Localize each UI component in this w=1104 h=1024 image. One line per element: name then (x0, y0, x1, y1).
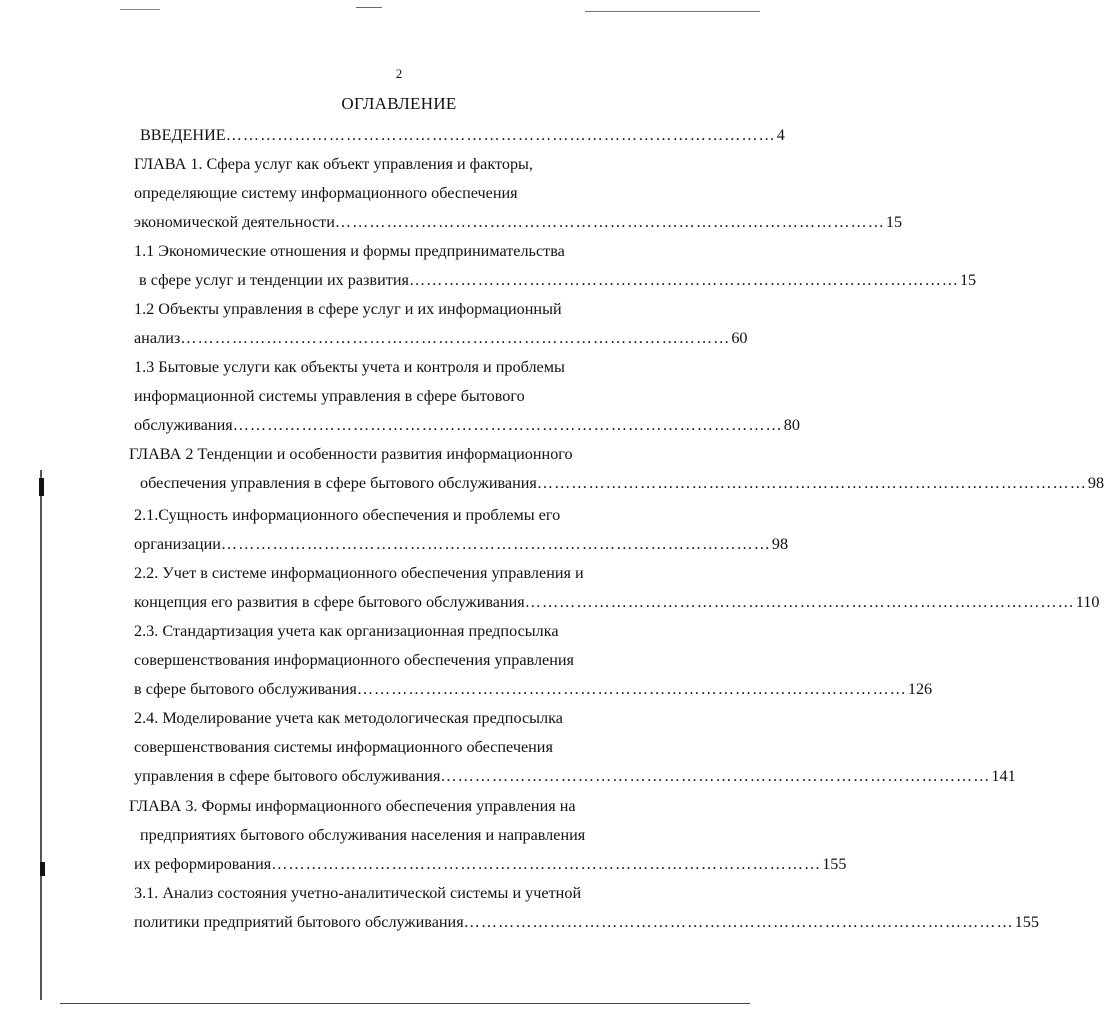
toc-entry: управления в сфере бытового обслуживания …………………………………………………………………………………… 141 (134, 767, 1016, 785)
toc-entry: экономической деятельности …………………………………………………………………………………… 15 (134, 213, 903, 231)
scan-edge-line-top-1 (120, 9, 160, 10)
toc-entry: 1.3 Бытовые услуги как объекты учета и контроля и проблемы (134, 358, 565, 376)
toc-entry: их реформирования …………………………………………………………………………………… 155 (134, 855, 847, 873)
toc-entry: 3.1. Анализ состояния учетно-аналитической системы и учетной (134, 884, 582, 902)
toc-entry: определяющие систему информационного обеспечения (134, 184, 518, 202)
toc-entry: предприятиях бытового обслуживания населения и направления (140, 826, 586, 844)
toc-entry: ГЛАВА 2 Тенденции и особенности развития информационного (129, 445, 573, 463)
toc-entry: в сфере услуг и тенденции их развития …………………………………………………………………………………… 15 (139, 271, 977, 289)
toc-entry: совершенствования информационного обеспечения управления (134, 651, 575, 669)
toc-entry: анализ …………………………………………………………………………………… 60 (134, 329, 748, 347)
toc-entry: 1.1 Экономические отношения и формы предпринимательства (134, 242, 565, 260)
toc-entry: совершенствования системы информационного обеспечения (134, 738, 553, 756)
toc-heading: ОГЛАВЛЕНИЕ (341, 94, 457, 113)
toc-entry: 2.3. Стандартизация учета как организационная предпосылка (134, 622, 559, 640)
toc-entry: 1.2 Объекты управления в сфере услуг и их информационный (134, 300, 562, 318)
toc-entry: организации …………………………………………………………………………………… 98 (134, 535, 789, 553)
page-number: 2 (395, 66, 403, 81)
scan-edge-line-top-2 (356, 7, 382, 8)
toc-entry: ВВЕДЕНИЕ …………………………………………………………………………………… 4 (140, 126, 785, 144)
toc-entry: политики предприятий бытового обслуживания …………………………………………………………………………………… 155 (134, 913, 1039, 931)
scan-edge-line-left (40, 470, 42, 1000)
toc-entry: в сфере бытового обслуживания …………………………………………………………………………………… 126 (134, 680, 933, 698)
toc-entry: ГЛАВА 3. Формы информационного обеспечения управления на (129, 797, 576, 815)
toc-entry: информационной системы управления в сфере бытового (134, 387, 525, 405)
scan-edge-line-bottom (60, 1003, 750, 1004)
toc-entry: 2.1.Сущность информационного обеспечения и проблемы его (134, 506, 561, 524)
toc-entry: 2.4. Моделирование учета как методологическая предпосылка (134, 709, 563, 727)
toc-entry: концепция его развития в сфере бытового обслуживания …………………………………………………………………………………… 110 (134, 593, 1100, 611)
toc-entry: ГЛАВА 1. Сфера услуг как объект управления и факторы, (134, 155, 533, 173)
scan-edge-line-top-3 (585, 11, 760, 12)
scan-mark-left-2 (40, 862, 45, 876)
toc-entry: обслуживания …………………………………………………………………………………… 80 (134, 416, 800, 434)
scan-mark-left-1 (39, 478, 44, 496)
toc-entry: 2.2. Учет в системе информационного обеспечения управления и (134, 564, 584, 582)
toc-entry: обеспечения управления в сфере бытового обслуживания …………………………………………………………………………………… 98 (140, 474, 1104, 492)
